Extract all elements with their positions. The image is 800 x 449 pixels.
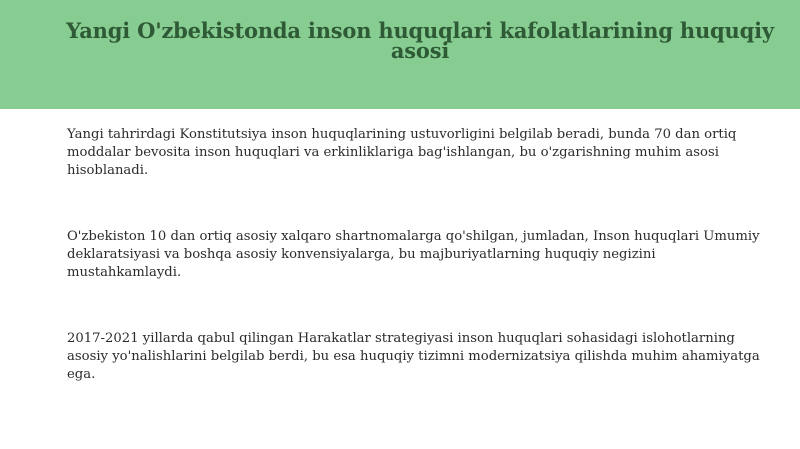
slide-title: Yangi O'zbekistonda inson huquqlari kafolatlarining huquqiy asosi <box>66 18 774 63</box>
paragraph-action-strategy: 2017-2021 yillarda qabul qilingan Harakatlar strategiyasi inson huquqlari sohasidagi islohotlarning asosiy yo'nalishlarini belgilab berdi, bu esa huquqiy tizimni modernizatsiya qilishda muhim ahamiyatga ega. <box>67 331 760 382</box>
slide-body <box>67 126 767 384</box>
title-banner <box>0 0 800 109</box>
paragraph-constitution: Yangi tahrirdagi Konstitutsiya inson huquqlarining ustuvorligini belgilab beradi, bunda 70 dan ortiq moddalar bevosita inson huquqlari va erkinliklariga bag'ishlangan, bu o'zgarishning muhim asosi hisoblanadi. <box>67 127 737 178</box>
paragraph-international-treaties: O'zbekiston 10 dan ortiq asosiy xalqaro shartnomalarga qo'shilgan, jumladan, Inson huquqlari Umumiy deklaratsiyasi va boshqa asosiy konvensiyalarga, bu majburiyatlarning huquqiy negizini mustahkamlaydi. <box>67 229 760 280</box>
